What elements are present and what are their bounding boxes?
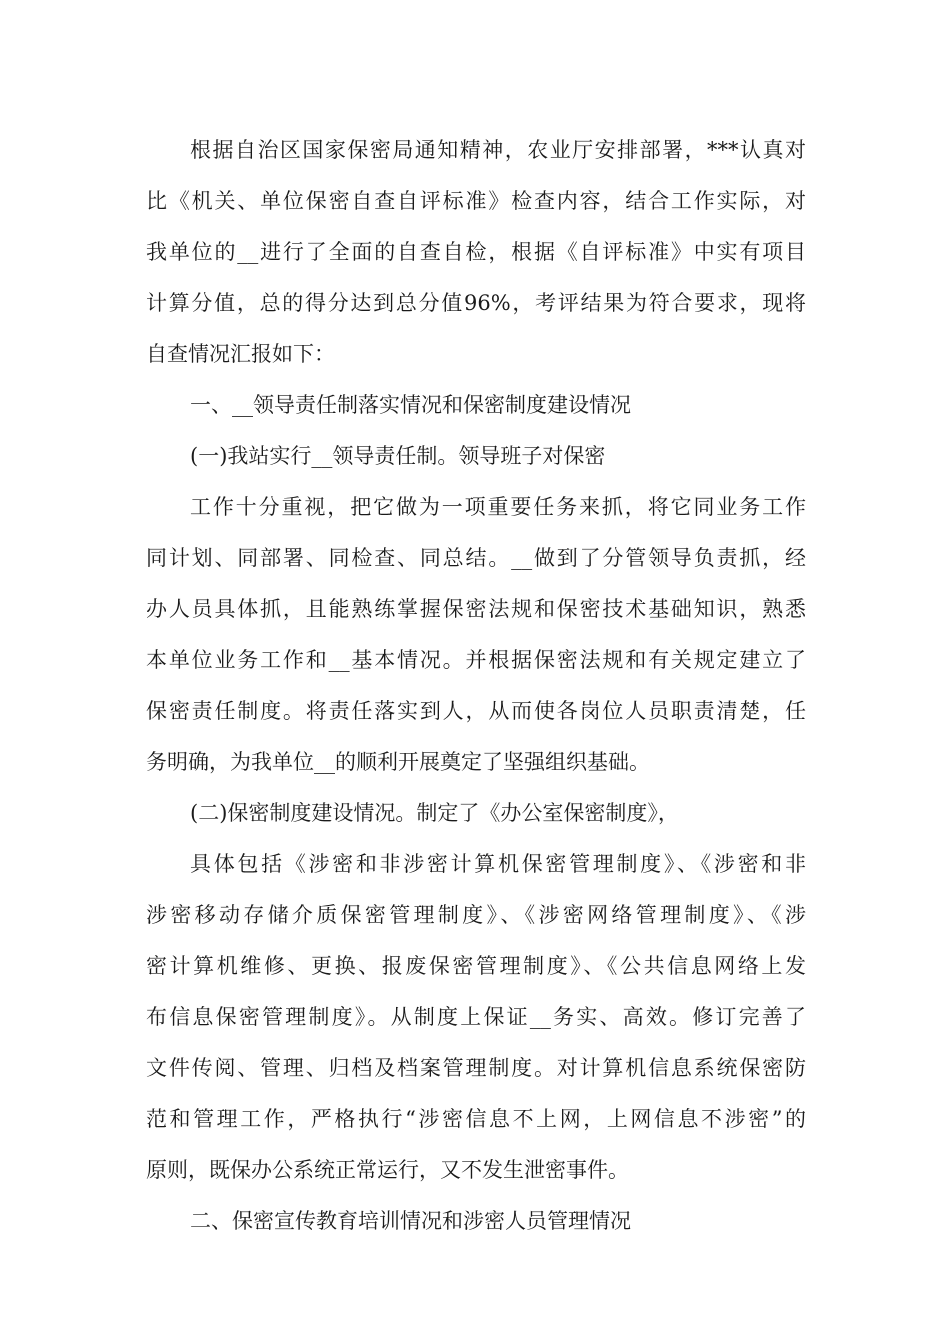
paragraph-line: 具体包括《涉密和非涉密计算机保密管理制度》、《涉密和非	[190, 852, 806, 876]
paragraph-line: 我单位的__进行了全面的自查自检，根据《自评标准》中实有项目	[146, 240, 806, 264]
section-heading: 二、保密宣传教育培训情况和涉密人员管理情况	[190, 1209, 631, 1233]
paragraph-line: 自查情况汇报如下：	[146, 342, 335, 366]
paragraph-line: 保密责任制度。将责任落实到人，从而使各岗位人员职责清楚，任	[146, 699, 806, 723]
paragraph-line: 工作十分重视，把它做为一项重要任务来抓，将它同业务工作	[190, 495, 806, 519]
paragraph-line: 范和管理工作，严格执行“涉密信息不上网，上网信息不涉密”的	[146, 1107, 806, 1131]
paragraph-line: 同计划、同部署、同检查、同总结。__做到了分管领导负责抓，经	[146, 546, 806, 570]
paragraph-line: 本单位业务工作和__基本情况。并根据保密法规和有关规定建立了	[146, 648, 806, 672]
paragraph-line: 布信息保密管理制度》。从制度上保证__务实、高效。修订完善了	[146, 1005, 806, 1029]
paragraph-line: 务明确，为我单位__的顺利开展奠定了坚强组织基础。	[146, 750, 650, 774]
paragraph-line: 涉密移动存储介质保密管理制度》、《涉密网络管理制度》、《涉	[146, 903, 806, 927]
subsection-heading: (二)保密制度建设情况。制定了《办公室保密制度》，	[190, 801, 679, 825]
section-heading: 一、__领导责任制落实情况和保密制度建设情况	[190, 393, 631, 417]
paragraph-line: 根据自治区国家保密局通知精神，农业厅安排部署，***认真对	[190, 138, 806, 162]
paragraph-line: 比《机关、单位保密自查自评标准》检查内容，结合工作实际，对	[146, 189, 806, 213]
paragraph-line: 办人员具体抓，且能熟练掌握保密法规和保密技术基础知识，熟悉	[146, 597, 806, 621]
paragraph-line: 计算分值，总的得分达到总分值96%，考评结果为符合要求，现将	[146, 291, 806, 315]
paragraph-line: 文件传阅、管理、归档及档案管理制度。对计算机信息系统保密防	[146, 1056, 806, 1080]
subsection-heading: (一)我站实行__领导责任制。领导班子对保密	[190, 444, 606, 468]
paragraph-line: 密计算机维修、更换、报废保密管理制度》、《公共信息网络上发	[146, 954, 806, 978]
paragraph-line: 原则，既保办公系统正常运行，又不发生泄密事件。	[146, 1158, 629, 1182]
